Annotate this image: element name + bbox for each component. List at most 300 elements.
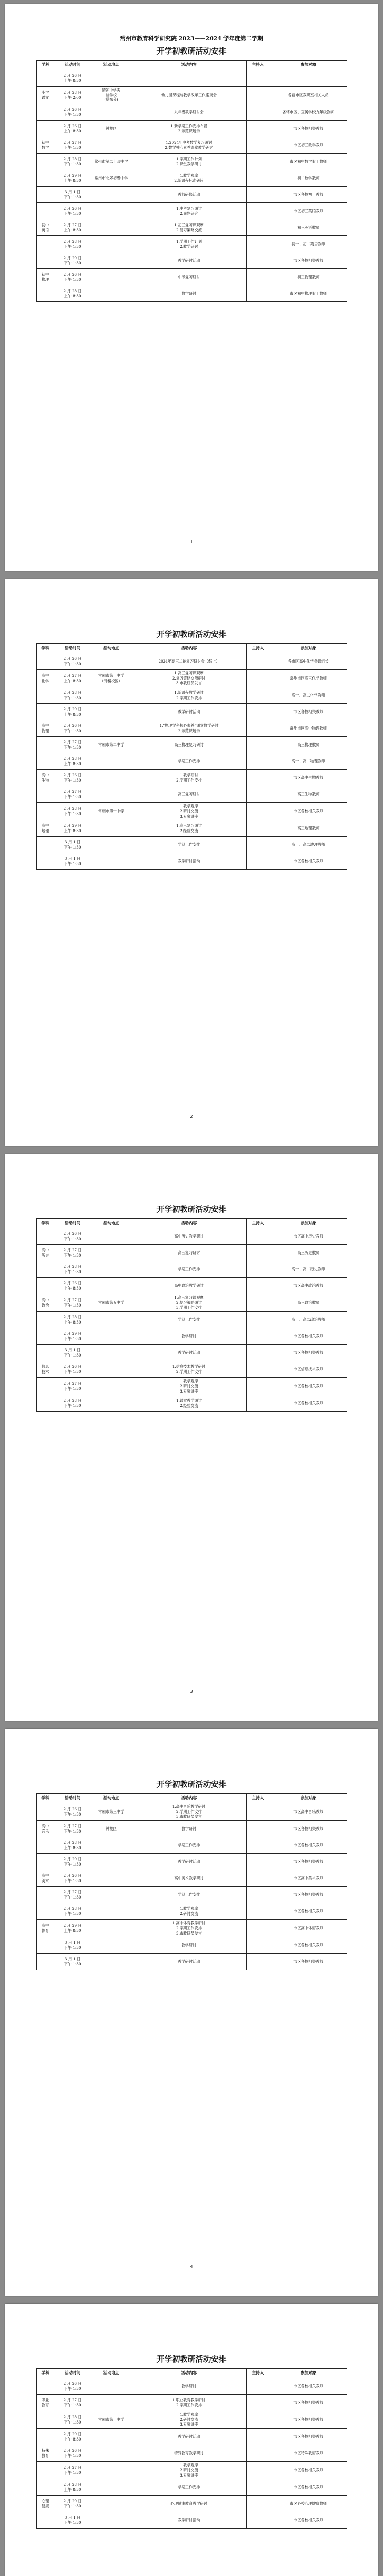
table-row — [36, 154, 347, 170]
cell-participants: 市区各校相关教师 — [270, 121, 347, 137]
cell-location — [91, 236, 132, 252]
cell-host — [246, 820, 270, 837]
table-row — [36, 1261, 347, 1278]
schedule-table — [36, 643, 347, 870]
table-row — [36, 187, 347, 203]
table-row — [36, 269, 347, 285]
cell-location — [91, 1954, 132, 1970]
cell-content: 教学研讨活动 — [132, 1345, 246, 1361]
cell-location: 常州市第一中学 （钟楼校区） — [91, 670, 132, 687]
cell-location — [91, 770, 132, 786]
table-row — [36, 786, 347, 803]
table-row — [36, 285, 347, 302]
cell-participants: 市区各校相关教师 — [270, 1821, 347, 1837]
cell-content: 高中历史教学研讨 — [132, 1228, 246, 1245]
header-host: 主持人 — [246, 1219, 270, 1228]
cell-host — [246, 837, 270, 853]
cell-subject — [36, 653, 55, 670]
cell-content: 教学研讨 — [132, 1821, 246, 1837]
cell-participants: 高三历史教师 — [270, 1245, 347, 1261]
cell-content: 教学研讨活动 — [132, 2429, 246, 2445]
header-host: 主持人 — [246, 1794, 270, 1803]
cell-participants: 市区各校相关教师 — [270, 1395, 347, 1412]
cell-content: 1.学期工作计划 2.课堂教学研讨 — [132, 154, 246, 170]
schedule-table — [36, 2368, 347, 2529]
cell-content: 高中美术教学研讨 — [132, 1870, 246, 1887]
cell-location — [91, 1887, 132, 1903]
header-participants: 参加对象 — [270, 61, 347, 70]
cell-content: 1.“物理学科核心素养”课堂教学研讨 2.示范课展示 — [132, 720, 246, 737]
cell-host — [246, 2411, 270, 2429]
cell-location — [91, 653, 132, 670]
table-row — [36, 653, 347, 670]
cell-subject — [36, 853, 55, 870]
cell-host — [246, 1395, 270, 1412]
cell-subject — [36, 1887, 55, 1903]
cell-time: 3 月 1 日 下午 1:30 — [55, 837, 91, 853]
cell-location: 常州市北郊初级中学 — [91, 170, 132, 187]
cell-participants: 市区各校相关教师 — [270, 1937, 347, 1954]
cell-host — [246, 1920, 270, 1937]
header-location: 活动地点 — [91, 1219, 132, 1228]
cell-content: 教师研修活动 — [132, 187, 246, 203]
cell-time: 2 月 26 日 下午 1:30 — [55, 720, 91, 737]
cell-participants: 市区各校相关教师 — [270, 2395, 347, 2411]
cell-subject — [36, 2462, 55, 2479]
cell-content: 教学研讨活动 — [132, 1954, 246, 1970]
cell-time: 2 月 26 日 下午 1:30 — [55, 770, 91, 786]
table-row — [36, 2479, 347, 2496]
cell-host — [246, 219, 270, 236]
cell-subject — [36, 1278, 55, 1294]
cell-time: 2 月 28 日 下午 1:30 — [55, 1261, 91, 1278]
cell-host — [246, 1278, 270, 1294]
cell-location — [91, 1261, 132, 1278]
header-content: 活动内容 — [132, 644, 246, 653]
cell-location — [91, 720, 132, 737]
header-time: 活动时间 — [55, 1219, 91, 1228]
cell-location — [91, 203, 132, 219]
header-host: 主持人 — [246, 2369, 270, 2378]
cell-location: 常州市第三中学 — [91, 1803, 132, 1821]
cell-host — [246, 2496, 270, 2512]
header-subject: 学科 — [36, 1219, 55, 1228]
cell-time: 2 月 28 日 下午 2:00 — [55, 87, 91, 104]
cell-host — [246, 1954, 270, 1970]
table-row — [36, 1954, 347, 1970]
cell-subject — [36, 753, 55, 770]
cell-location — [91, 753, 132, 770]
cell-participants: 市区初中物理骨干教师 — [270, 285, 347, 302]
cell-location: 钟楼区 — [91, 1821, 132, 1837]
table-row — [36, 737, 347, 753]
cell-participants: 常州市区高中物理教师 — [270, 720, 347, 737]
table-row — [36, 236, 347, 252]
cell-time: 2 月 28 日 上午 8:30 — [55, 2479, 91, 2496]
table-header-row — [36, 644, 347, 653]
schedule-title: 开学初教研活动安排 — [156, 46, 227, 56]
cell-host — [246, 170, 270, 187]
cell-subject: 高中 美术 — [36, 1870, 55, 1887]
cell-time: 2 月 27 日 下午 1:30 — [55, 137, 91, 154]
cell-host — [246, 269, 270, 285]
cell-time: 2 月 26 日 上午 8:30 — [55, 121, 91, 137]
cell-location — [91, 1345, 132, 1361]
cell-content: 高中政治教学研讨 — [132, 1278, 246, 1294]
table-row — [36, 2512, 347, 2529]
cell-subject — [36, 154, 55, 170]
cell-location — [91, 704, 132, 720]
cell-location — [91, 1920, 132, 1937]
cell-content: 中考复习研讨 — [132, 269, 246, 285]
table-row — [36, 1361, 347, 1378]
cell-subject — [36, 1837, 55, 1854]
cell-time: 2 月 29 日 下午 1:30 — [55, 252, 91, 269]
cell-host — [246, 704, 270, 720]
cell-location: 常州市第一中学 — [91, 803, 132, 820]
cell-participants: 市区各校相关教师 — [270, 1345, 347, 1361]
header-subject: 学科 — [36, 1794, 55, 1803]
cell-location — [91, 1245, 132, 1261]
cell-content: 幼儿园课程与教学改革工作座谈会 — [132, 87, 246, 104]
cell-time: 2 月 26 日 下午 1:30 — [55, 1361, 91, 1378]
cell-participants: 高三政治教师 — [270, 1294, 347, 1312]
cell-subject: 小学 语文 — [36, 87, 55, 104]
table-row — [36, 670, 347, 687]
cell-participants — [270, 70, 347, 87]
table-row — [36, 1837, 347, 1854]
table-row — [36, 1378, 347, 1395]
cell-host — [246, 670, 270, 687]
cell-content — [132, 70, 246, 87]
cell-time: 2 月 29 日 上午 8:30 — [55, 170, 91, 187]
cell-time: 2 月 28 日 上午 8:30 — [55, 753, 91, 770]
cell-subject — [36, 837, 55, 853]
cell-content: 学期工作安排 — [132, 1837, 246, 1854]
cell-content: 教学研讨 — [132, 1328, 246, 1345]
cell-subject: 高中 音乐 — [36, 1821, 55, 1837]
page-number: 3 — [190, 1689, 193, 1694]
table-row — [36, 2496, 347, 2512]
cell-subject: 初中 物理 — [36, 269, 55, 285]
cell-content: 1.教学观摩 2.研讨交流 3.专家讲座 — [132, 2411, 246, 2429]
cell-subject — [36, 1937, 55, 1954]
cell-participants: 高一、高二化学教师 — [270, 687, 347, 704]
cell-host — [246, 2378, 270, 2395]
cell-time: 2 月 28 日 上午 8:30 — [55, 1312, 91, 1328]
cell-content: 高三物理复习研讨 — [132, 737, 246, 753]
cell-content: 教学研讨活动 — [132, 853, 246, 870]
cell-location — [91, 2429, 132, 2445]
cell-content: 学期工作安排 — [132, 753, 246, 770]
cell-content: 九年级教学研讨会 — [132, 104, 246, 121]
cell-participants: 初二数学教师 — [270, 170, 347, 187]
cell-time: 3 月 1 日 下午 1:30 — [55, 2512, 91, 2529]
cell-location — [91, 70, 132, 87]
cell-participants: 各辖市区、直属学校九年级教师 — [270, 104, 347, 121]
cell-location — [91, 1328, 132, 1345]
cell-time: 2 月 27 日 上午 8:30 — [55, 219, 91, 236]
cell-location — [91, 2512, 132, 2529]
cell-subject — [36, 1954, 55, 1970]
cell-content: 1.中考复习研讨 2.命题研究 — [132, 203, 246, 219]
cell-participants: 市区高中体育教师 — [270, 1920, 347, 1937]
cell-location: 常州市第二中学 — [91, 737, 132, 753]
cell-content: 1.课堂教学研讨 2.经验交流 — [132, 1395, 246, 1412]
cell-content: 高三复习研讨 — [132, 786, 246, 803]
cell-participants: 市区各校初一教师 — [270, 187, 347, 203]
table-row — [36, 1245, 347, 1261]
schedule-title: 开学初教研活动安排 — [156, 1205, 227, 1214]
cell-location — [91, 1395, 132, 1412]
cell-participants: 市区高中政治教师 — [270, 1278, 347, 1294]
cell-time: 2 月 28 日 下午 1:30 — [55, 236, 91, 252]
cell-host — [246, 154, 270, 170]
header-host: 主持人 — [246, 644, 270, 653]
cell-participants: 市区各校相关教师 — [270, 1378, 347, 1395]
table-header-row — [36, 1794, 347, 1803]
table-row — [36, 170, 347, 187]
page-1 — [5, 4, 378, 571]
table-row — [36, 687, 347, 704]
cell-location — [91, 187, 132, 203]
cell-host — [246, 1837, 270, 1854]
table-row — [36, 70, 347, 87]
cell-location — [91, 2378, 132, 2395]
cell-time: 3 月 1 日 下午 1:30 — [55, 1937, 91, 1954]
cell-location — [91, 219, 132, 236]
cell-content: 教学研讨 — [132, 285, 246, 302]
cell-participants: 市区各校相关教师 — [270, 803, 347, 820]
table-row — [36, 137, 347, 154]
cell-content: 学期工作安排 — [132, 837, 246, 853]
cell-subject — [36, 1312, 55, 1328]
cell-content: 1.高中体育教学研讨 2.学期工作安排 3.市教研员发言 — [132, 1920, 246, 1937]
cell-time: 2 月 28 日 下午 1:30 — [55, 687, 91, 704]
cell-host — [246, 1903, 270, 1920]
cell-time: 2 月 28 日 下午 1:30 — [55, 2411, 91, 2429]
table-row — [36, 2445, 347, 2462]
cell-participants: 高一、高二地理教师 — [270, 837, 347, 853]
cell-host — [246, 2479, 270, 2496]
cell-participants: 市区特殊教育教师 — [270, 2445, 347, 2462]
table-row — [36, 252, 347, 269]
cell-host — [246, 2395, 270, 2411]
cell-time: 2 月 28 日 下午 1:30 — [55, 1395, 91, 1412]
cell-content: 教学研讨 — [132, 1937, 246, 1954]
cell-content: 特殊教育教学研讨 — [132, 2445, 246, 2462]
cell-host — [246, 203, 270, 219]
table-row — [36, 820, 347, 837]
cell-location: 常州市第二十四中学 — [91, 154, 132, 170]
cell-location: 钟楼区 — [91, 121, 132, 137]
cell-participants: 市区各校心理健康教师 — [270, 2496, 347, 2512]
cell-participants: 初一、初二英语教师 — [270, 236, 347, 252]
cell-host — [246, 1887, 270, 1903]
header-time: 活动时间 — [55, 61, 91, 70]
cell-subject: 高中 物理 — [36, 720, 55, 737]
cell-location — [91, 269, 132, 285]
cell-time: 3 月 1 日 下午 1:30 — [55, 853, 91, 870]
cell-time: 2 月 26 日 下午 1:30 — [55, 203, 91, 219]
cell-subject — [36, 2479, 55, 2496]
cell-subject: 高中 化学 — [36, 670, 55, 687]
cell-content: 1.高三复习研讨 2.经验交流 — [132, 820, 246, 837]
schedule-title: 开学初教研活动安排 — [156, 1780, 227, 1789]
cell-host — [246, 1937, 270, 1954]
page-3 — [5, 1154, 378, 1721]
cell-subject: 高中 地理 — [36, 820, 55, 837]
page-2 — [5, 579, 378, 1146]
page-4 — [5, 1729, 378, 2296]
table-row — [36, 770, 347, 786]
cell-subject — [36, 70, 55, 87]
cell-subject — [36, 687, 55, 704]
cell-location — [91, 1837, 132, 1854]
cell-host — [246, 2462, 270, 2479]
header-content: 活动内容 — [132, 2369, 246, 2378]
cell-subject — [36, 203, 55, 219]
cell-location — [91, 820, 132, 837]
cell-subject: 高中 体育 — [36, 1920, 55, 1937]
table-row — [36, 1821, 347, 1837]
cell-time: 2 月 27 日 下午 1:30 — [55, 1821, 91, 1837]
cell-host — [246, 1228, 270, 1245]
table-row — [36, 2378, 347, 2395]
table-row — [36, 1854, 347, 1870]
cell-participants: 各辖市区教研室相关人员 — [270, 87, 347, 104]
cell-content: 1.初三复习课观摩 2.复习策略交流 — [132, 219, 246, 236]
table-row — [36, 2411, 347, 2429]
cell-content: 1.高三复习课观摩 2.复习策略交流研讨 3.市教研员发言 — [132, 670, 246, 687]
header-location: 活动地点 — [91, 2369, 132, 2378]
cell-participants: 市区各校相关教师 — [270, 1954, 347, 1970]
cell-participants: 市区初三数学教师 — [270, 137, 347, 154]
cell-host — [246, 2445, 270, 2462]
cell-subject — [36, 170, 55, 187]
cell-host — [246, 2429, 270, 2445]
cell-content: 1.教学观摩 2.研讨交流 3.专家讲座 — [132, 1378, 246, 1395]
cell-host — [246, 753, 270, 770]
cell-time: 2 月 29 日 下午 1:30 — [55, 1854, 91, 1870]
page-number: 4 — [190, 2264, 193, 2269]
cell-content: 教学研讨活动 — [132, 2512, 246, 2529]
cell-content: 学期工作安排 — [132, 2479, 246, 2496]
header-host: 主持人 — [246, 61, 270, 70]
cell-participants: 市区各校相关教师 — [270, 2479, 347, 2496]
cell-host — [246, 853, 270, 870]
cell-host — [246, 1378, 270, 1395]
cell-time: 2 月 27 日 下午 1:30 — [55, 1887, 91, 1903]
institute-title: 常州市教育科学研究院 2023——2024 学年度第二学期 — [120, 35, 263, 42]
cell-location — [91, 1870, 132, 1887]
cell-time: 2 月 27 日 下午 1:30 — [55, 786, 91, 803]
cell-participants: 市区高中生物教师 — [270, 770, 347, 786]
page-number: 2 — [190, 1114, 193, 1119]
cell-host — [246, 187, 270, 203]
cell-time: 2 月 29 日 上午 8:30 — [55, 2429, 91, 2445]
table-header-row — [36, 1219, 347, 1228]
cell-participants: 市区各校相关教师 — [270, 2378, 347, 2395]
cell-content: 1.教学观摩 2.研讨交流 — [132, 1903, 246, 1920]
cell-participants: 市区各校相关教师 — [270, 2411, 347, 2429]
cell-subject — [36, 104, 55, 121]
cell-location — [91, 2479, 132, 2496]
cell-participants: 市区各校相关教师 — [270, 1837, 347, 1854]
table-row — [36, 1395, 347, 1412]
cell-host — [246, 1803, 270, 1821]
cell-subject: 职业 教育 — [36, 2395, 55, 2411]
cell-subject — [36, 1345, 55, 1361]
cell-time: 2 月 26 日 上午 8:30 — [55, 1278, 91, 1294]
header-content: 活动内容 — [132, 1794, 246, 1803]
cell-host — [246, 285, 270, 302]
cell-participants: 市区各校相关教师 — [270, 252, 347, 269]
cell-location — [91, 104, 132, 121]
cell-host — [246, 1821, 270, 1837]
cell-host — [246, 2512, 270, 2529]
cell-participants: 市区各校相关教师 — [270, 1854, 347, 1870]
cell-content: 学期工作安排 — [132, 1261, 246, 1278]
table-row — [36, 1920, 347, 1937]
cell-subject — [36, 2512, 55, 2529]
cell-host — [246, 720, 270, 737]
cell-host — [246, 1854, 270, 1870]
cell-subject: 高中 生物 — [36, 770, 55, 786]
cell-subject — [36, 1854, 55, 1870]
table-row — [36, 87, 347, 104]
header-location: 活动地点 — [91, 644, 132, 653]
cell-time: 2 月 26 日 下午 1:30 — [55, 2445, 91, 2462]
cell-host — [246, 1261, 270, 1278]
cell-subject: 高中 历史 — [36, 1245, 55, 1261]
table-row — [36, 1903, 347, 1920]
cell-host — [246, 70, 270, 87]
header-content: 活动内容 — [132, 1219, 246, 1228]
cell-subject — [36, 2411, 55, 2429]
cell-location: 常州市第一中学 — [91, 2411, 132, 2429]
cell-time: 2 月 27 日 下午 1:30 — [55, 1245, 91, 1261]
cell-participants: 各市区高中化学备课组长 — [270, 653, 347, 670]
cell-subject — [36, 285, 55, 302]
cell-participants: 市区各校相关教师 — [270, 2462, 347, 2479]
cell-host — [246, 1294, 270, 1312]
cell-host — [246, 737, 270, 753]
cell-location — [91, 1228, 132, 1245]
cell-participants: 市区各校相关教师 — [270, 2512, 347, 2529]
cell-time: 2 月 26 日 下午 1:30 — [55, 1803, 91, 1821]
cell-time: 2 月 26 日 下午 1:30 — [55, 269, 91, 285]
cell-subject — [36, 1261, 55, 1278]
cell-location — [91, 1854, 132, 1870]
cell-time: 3 月 1 日 下午 1:30 — [55, 1954, 91, 1970]
cell-subject: 心理 健康 — [36, 2496, 55, 2512]
cell-time: 2 月 26 日 下午 1:30 — [55, 653, 91, 670]
cell-time: 2 月 29 日 上午 8:30 — [55, 1920, 91, 1937]
cell-subject — [36, 2378, 55, 2395]
cell-participants: 高三物理教师 — [270, 737, 347, 753]
cell-time: 2 月 29 日 下午 1:30 — [55, 1328, 91, 1345]
cell-subject — [36, 2429, 55, 2445]
header-subject: 学科 — [36, 61, 55, 70]
cell-time: 2 月 26 日 下午 1:30 — [55, 2378, 91, 2395]
cell-content: 学期工作安排 — [132, 1887, 246, 1903]
table-row — [36, 2429, 347, 2445]
schedule-table — [36, 1793, 347, 1970]
cell-time: 2 月 27 日 上午 8:30 — [55, 670, 91, 687]
table-row — [36, 1228, 347, 1245]
cell-location — [91, 285, 132, 302]
